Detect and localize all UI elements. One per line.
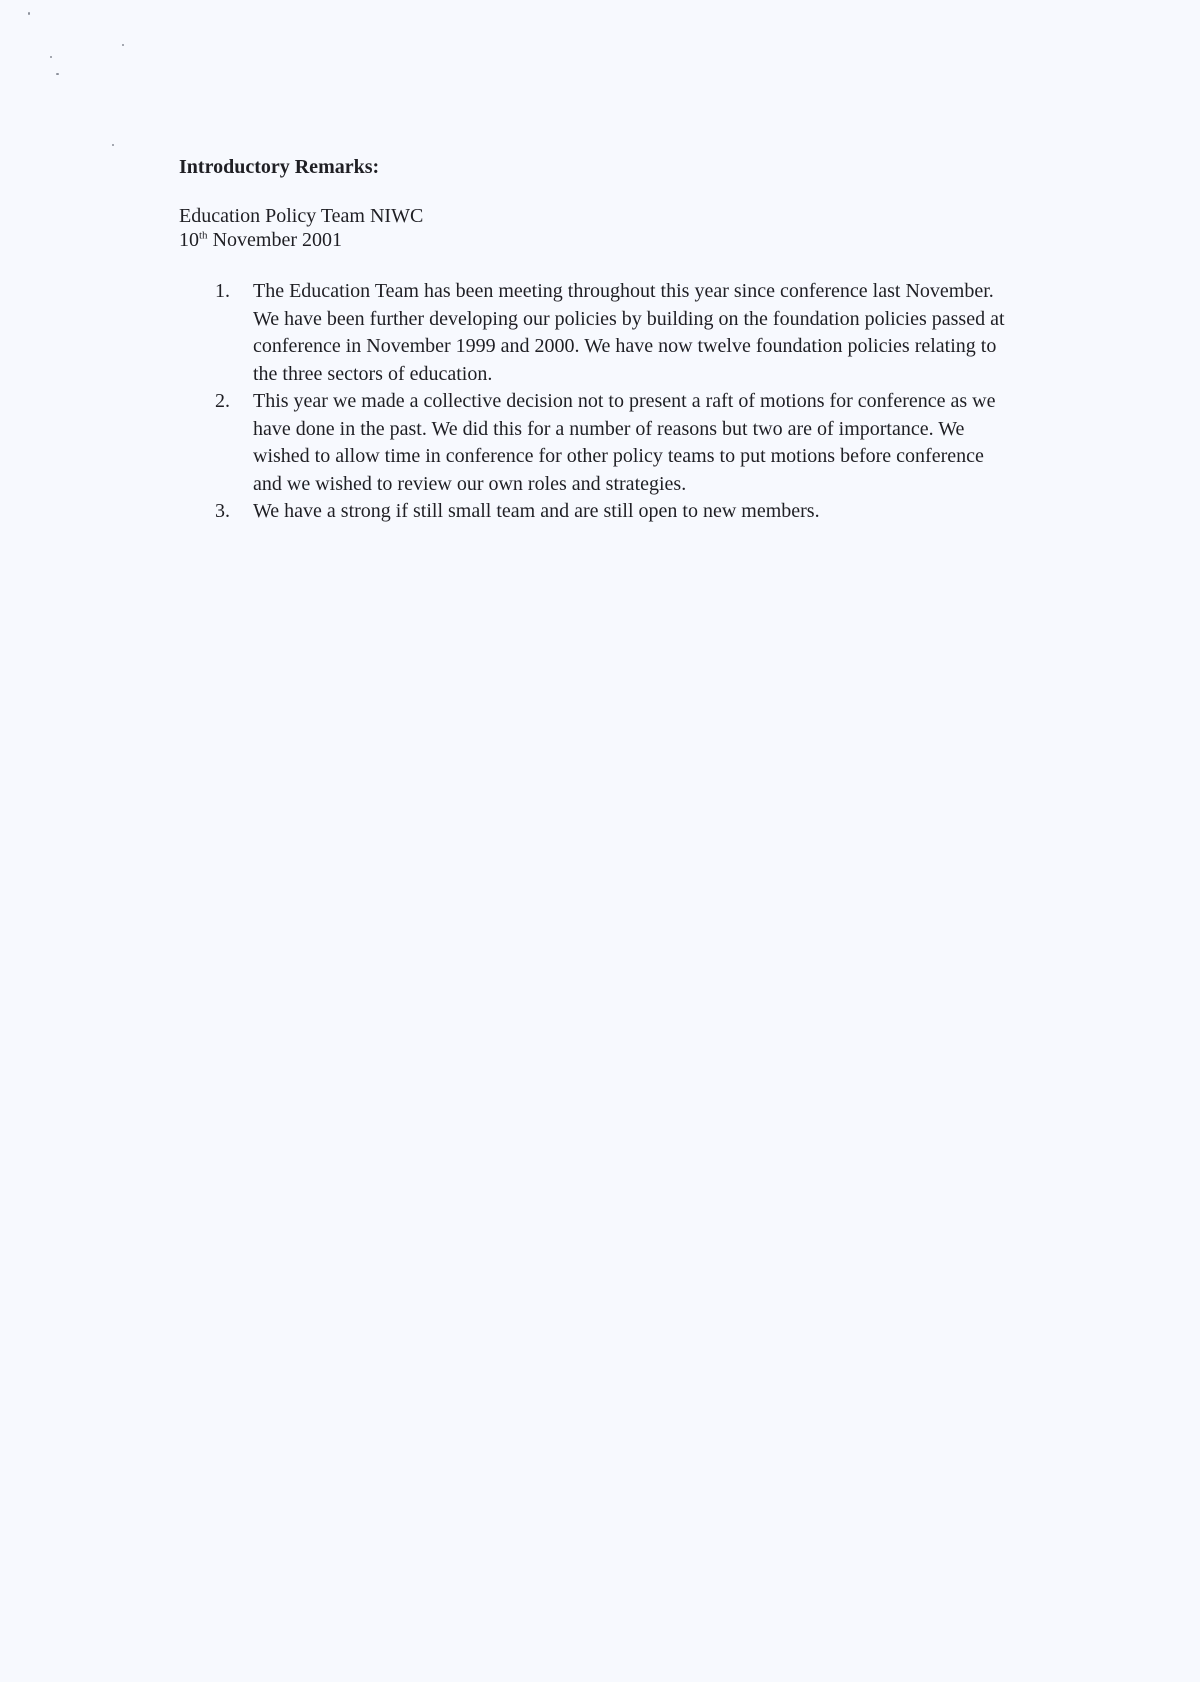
date-suffix: th: [199, 229, 208, 242]
remark-number: 1.: [215, 280, 230, 302]
document-meta: [179, 204, 1059, 252]
scan-speck: [112, 144, 114, 146]
date-rest: November 2001: [207, 229, 342, 251]
scan-speck: [28, 12, 30, 15]
remark-number: 2.: [215, 390, 230, 412]
document-body: [179, 154, 1059, 526]
scan-speck: [122, 44, 124, 46]
team-name: Education Policy Team NIWC: [179, 205, 424, 227]
remark-item: [179, 498, 1013, 526]
scan-speck: [50, 56, 52, 58]
document-heading: Introductory Remarks:: [179, 156, 380, 178]
remark-text: This year we made a collective decision not to present a raft of motions for conference as we have done in the past. We did this for a number of reasons but two are of importance. We wished to allow time in conference for other policy teams to put motions before conference and we wished to review our own roles and strategies.: [253, 390, 996, 495]
document-date: [179, 228, 1059, 252]
remarks-list: [179, 278, 1059, 526]
scan-speck: [56, 73, 59, 75]
remark-number: 3.: [215, 500, 230, 522]
remark-item: [179, 388, 1013, 498]
date-day: 10: [179, 229, 199, 251]
remark-item: [179, 278, 1013, 388]
remark-text: We have a strong if still small team and are still open to new members.: [253, 500, 820, 522]
remark-text: The Education Team has been meeting throughout this year since conference last November. We have been further developing our policies by building on the foundation policies passed at conference in November 1999 and 2000. We have now twelve foundation policies relating to the three sectors of education.: [253, 280, 1005, 385]
